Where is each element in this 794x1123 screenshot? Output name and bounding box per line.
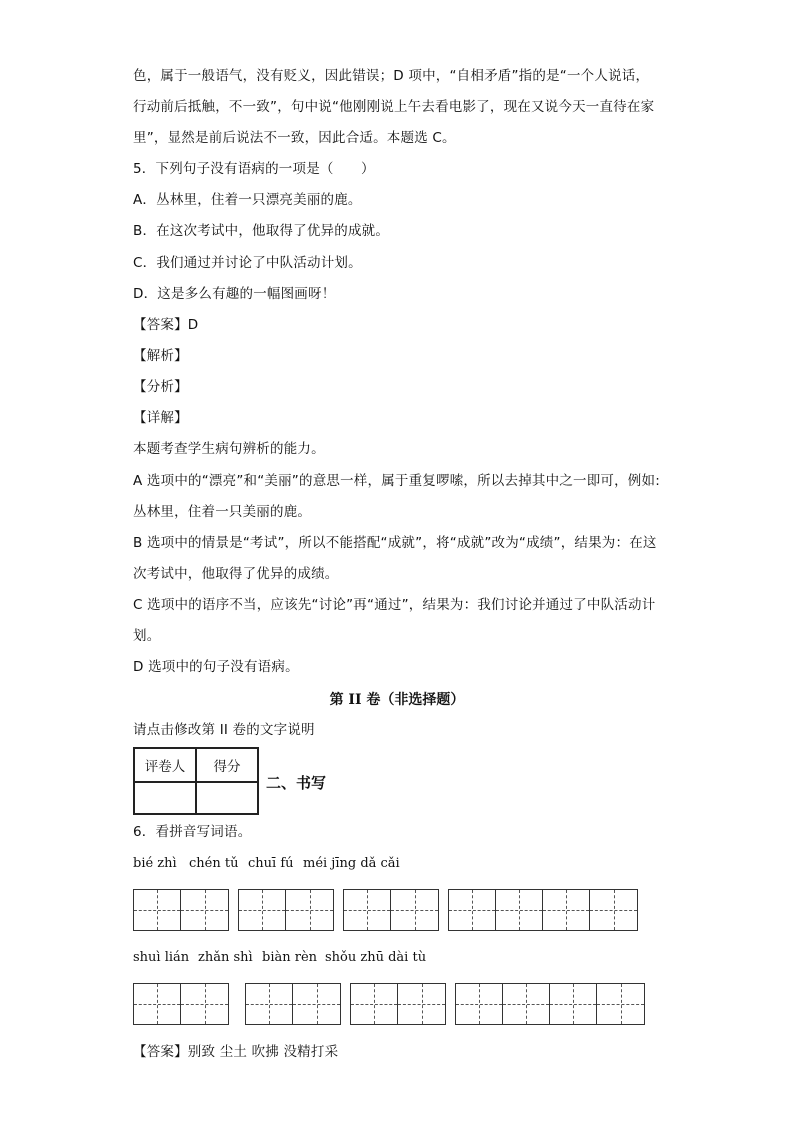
writing-grid[interactable]	[448, 889, 638, 931]
pinyin-label: shuì lián	[133, 950, 190, 965]
explanation-line: 本题考查学生病句辨析的能力。	[133, 441, 325, 457]
question-6: 6．看拼音写词语。	[133, 824, 252, 840]
explanation-line: A 选项中的“漂亮”和“美丽”的意思一样，属于重复啰嗦，所以去掉其中之一即可，例如:	[133, 473, 660, 489]
writing-cell[interactable]	[134, 890, 181, 930]
pinyin-label: zhǎn shì	[198, 950, 253, 965]
writing-cell[interactable]	[449, 890, 496, 930]
writing-cell[interactable]	[391, 890, 438, 930]
analysis-label: 【解析】	[133, 348, 188, 364]
writing-cell[interactable]	[496, 890, 543, 930]
score-table	[133, 747, 259, 815]
answer-6: 【答案】别致 尘土 吹拂 没精打采	[133, 1044, 339, 1060]
explanation-line: 次考试中，他取得了优异的成绩。	[133, 566, 339, 582]
text-line: 色，属于一般语气，没有贬义，因此错误；D 项中，“自相矛盾”指的是“一个人说话，	[133, 68, 650, 84]
writing-cell[interactable]	[246, 984, 293, 1024]
pinyin-label: chén tǔ	[189, 856, 239, 871]
writing-cell[interactable]	[597, 984, 644, 1024]
writing-cell[interactable]	[543, 890, 590, 930]
writing-grid[interactable]	[350, 983, 446, 1025]
text-line: 里”，显然是前后说法不一致，因此合适。本题选 C。	[133, 130, 456, 146]
writing-grid[interactable]	[343, 889, 439, 931]
grader-header: 评卷人	[134, 748, 196, 782]
pinyin-label: méi jīng dǎ cǎi	[303, 856, 400, 871]
text-line: 行动前后抵触，不一致”，句中说“他刚刚说上午去看电影了，现在又说今天一直待在家	[133, 99, 655, 115]
writing-cell[interactable]	[351, 984, 398, 1024]
option-c: C．我们通过并讨论了中队活动计划。	[133, 255, 362, 271]
writing-cell[interactable]	[398, 984, 445, 1024]
section-note: 请点击修改第 II 卷的文字说明	[133, 722, 315, 738]
writing-cell[interactable]	[134, 984, 181, 1024]
writing-cell[interactable]	[456, 984, 503, 1024]
writing-grid[interactable]	[245, 983, 341, 1025]
writing-grid[interactable]	[133, 889, 229, 931]
option-d: D．这是多么有趣的一幅图画呀！	[133, 286, 336, 302]
explanation-line: C 选项中的语序不当，应该先“讨论”再“通过”，结果为：我们讨论并通过了中队活动计	[133, 597, 656, 613]
explanation-line: 丛林里，住着一只美丽的鹿。	[133, 504, 312, 520]
section-title: 第 II 卷（非选择题）	[329, 692, 465, 708]
part-title: 二、书写	[266, 774, 327, 792]
score-cell	[196, 782, 258, 814]
writing-cell[interactable]	[286, 890, 333, 930]
writing-cell[interactable]	[550, 984, 597, 1024]
writing-grid[interactable]	[455, 983, 645, 1025]
writing-grid[interactable]	[238, 889, 334, 931]
writing-cell[interactable]	[503, 984, 550, 1024]
option-a: A．丛林里，住着一只漂亮美丽的鹿。	[133, 192, 362, 208]
writing-cell[interactable]	[181, 984, 228, 1024]
option-b: B．在这次考试中，他取得了优异的成就。	[133, 223, 390, 239]
writing-cell[interactable]	[293, 984, 340, 1024]
explanation-line: B 选项中的情景是“考试”，所以不能搭配“成就”，将“成就”改为“成绩”，结果为：在这	[133, 535, 657, 551]
writing-cell[interactable]	[344, 890, 391, 930]
pinyin-label: bié zhì	[133, 856, 177, 871]
grader-cell	[134, 782, 196, 814]
writing-grid[interactable]	[133, 983, 229, 1025]
writing-cell[interactable]	[181, 890, 228, 930]
pinyin-label: biàn rèn	[262, 950, 318, 965]
question-5: 5．下列句子没有语病的一项是（ ）	[133, 161, 375, 177]
pinyin-label: chuī fú	[248, 856, 294, 871]
writing-cell[interactable]	[239, 890, 286, 930]
score-header: 得分	[196, 748, 258, 782]
explanation-line: 划。	[133, 628, 161, 644]
detail-label: 【详解】	[133, 410, 188, 426]
writing-cell[interactable]	[590, 890, 637, 930]
explanation-line: D 选项中的句子没有语病。	[133, 659, 299, 675]
pinyin-label: shǒu zhū dài tù	[325, 950, 427, 965]
answer-label: 【答案】D	[133, 317, 199, 333]
fenxi-label: 【分析】	[133, 379, 188, 395]
